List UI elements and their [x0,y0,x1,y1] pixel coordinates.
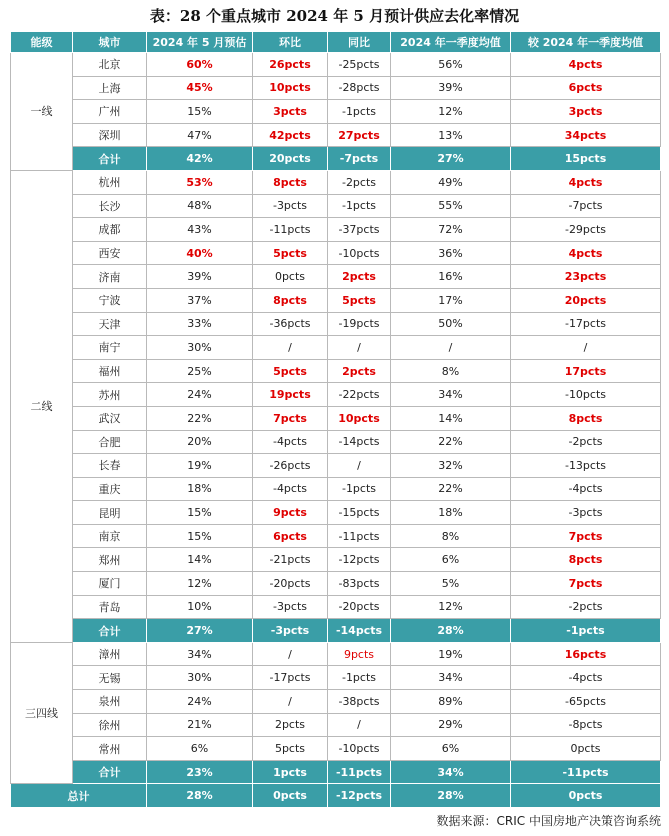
q1-average-cell: 89% [391,690,511,714]
total-may-estimate-cell: 28% [147,784,253,808]
vs-q1-average-cell: -17pcts [511,312,661,336]
table-row [11,477,661,501]
mom-cell: 0pcts [253,265,328,289]
subtotal-yoy-cell: -14pcts [328,619,391,643]
q1-average-cell: / [391,336,511,360]
yoy-cell: -1pcts [328,100,391,124]
table-row [11,288,661,312]
table-row [11,312,661,336]
q1-average-cell: 6% [391,548,511,572]
mom-cell: 42pcts [253,123,328,147]
mom-cell: -3pcts [253,595,328,619]
may-estimate-cell: 53% [147,170,253,194]
yoy-cell: 5pcts [328,288,391,312]
yoy-cell: -14pcts [328,430,391,454]
table-row [11,336,661,360]
yoy-cell: 2pcts [328,265,391,289]
q1-average-cell: 19% [391,642,511,666]
may-estimate-cell: 30% [147,666,253,690]
vs-q1-average-cell: 0pcts [511,737,661,761]
subtotal-mom-cell: 1pcts [253,760,328,784]
q1-average-cell: 55% [391,194,511,218]
yoy-cell: / [328,713,391,737]
may-estimate-cell: 45% [147,76,253,100]
table-row [11,595,661,619]
yoy-cell: -37pcts [328,218,391,242]
q1-average-cell: 8% [391,359,511,383]
city-cell: 宁波 [73,288,147,312]
city-cell: 西安 [73,241,147,265]
vs-q1-average-cell: -65pcts [511,690,661,714]
vs-q1-average-cell: 17pcts [511,359,661,383]
city-cell: 无锡 [73,666,147,690]
table-row [11,359,661,383]
subtotal-q1-average-cell: 28% [391,619,511,643]
may-estimate-cell: 34% [147,642,253,666]
may-estimate-cell: 15% [147,501,253,525]
yoy-cell: 9pcts [328,642,391,666]
subtotal-vs-q1-average-cell: 15pcts [511,147,661,171]
city-cell: 苏州 [73,383,147,407]
table-row [11,666,661,690]
table-body [11,53,661,808]
yoy-cell: 27pcts [328,123,391,147]
city-cell: 成都 [73,218,147,242]
header-tier: 能级 [11,32,73,53]
yoy-cell: 2pcts [328,359,391,383]
mom-cell: -17pcts [253,666,328,690]
city-cell: 郑州 [73,548,147,572]
vs-q1-average-cell: 4pcts [511,53,661,77]
table-row [11,501,661,525]
subtotal-label: 合计 [73,619,147,643]
table-row [11,100,661,124]
subtotal-vs-q1-average-cell: -11pcts [511,760,661,784]
vs-q1-average-cell: / [511,336,661,360]
q1-average-cell: 34% [391,383,511,407]
city-cell: 深圳 [73,123,147,147]
vs-q1-average-cell: 16pcts [511,642,661,666]
subtotal-mom-cell: -3pcts [253,619,328,643]
table-row [11,713,661,737]
data-source-note: 数据来源：CRIC 中国房地产决策咨询系统 [436,814,661,828]
total-vs-q1-average-cell: 0pcts [511,784,661,808]
mom-cell: -21pcts [253,548,328,572]
yoy-cell: -2pcts [328,170,391,194]
mom-cell: / [253,690,328,714]
yoy-cell: -20pcts [328,595,391,619]
table-row [11,454,661,478]
mom-cell: 8pcts [253,288,328,312]
q1-average-cell: 50% [391,312,511,336]
table-row [11,76,661,100]
table-row [11,524,661,548]
city-cell: 广州 [73,100,147,124]
table-row [11,170,661,194]
q1-average-cell: 72% [391,218,511,242]
may-estimate-cell: 30% [147,336,253,360]
table-title: 表：28 个重点城市 2024 年 5 月预计供应去化率情况 [149,7,520,25]
vs-q1-average-cell: -2pcts [511,595,661,619]
mom-cell: -20pcts [253,572,328,596]
mom-cell: -4pcts [253,477,328,501]
mom-cell: 6pcts [253,524,328,548]
header-mom: 环比 [253,32,328,53]
city-cell: 青岛 [73,595,147,619]
table-row [11,430,661,454]
q1-average-cell: 22% [391,430,511,454]
city-cell: 厦门 [73,572,147,596]
vs-q1-average-cell: -3pcts [511,501,661,525]
table-row [11,265,661,289]
mom-cell: / [253,642,328,666]
may-estimate-cell: 14% [147,548,253,572]
table-row [11,218,661,242]
table-row [11,548,661,572]
subtotal-yoy-cell: -11pcts [328,760,391,784]
subtotal-yoy-cell: -7pcts [328,147,391,171]
table-row [11,53,661,77]
city-cell: 长沙 [73,194,147,218]
yoy-cell: / [328,454,391,478]
may-estimate-cell: 37% [147,288,253,312]
mom-cell: 19pcts [253,383,328,407]
yoy-cell: -1pcts [328,666,391,690]
total-yoy-cell: -12pcts [328,784,391,808]
q1-average-cell: 49% [391,170,511,194]
mom-cell: 9pcts [253,501,328,525]
q1-average-cell: 5% [391,572,511,596]
mom-cell: -26pcts [253,454,328,478]
may-estimate-cell: 47% [147,123,253,147]
vs-q1-average-cell: -13pcts [511,454,661,478]
city-cell: 泉州 [73,690,147,714]
may-estimate-cell: 22% [147,406,253,430]
city-cell: 杭州 [73,170,147,194]
city-cell: 重庆 [73,477,147,501]
city-cell: 上海 [73,76,147,100]
table-row [11,690,661,714]
subtotal-may-estimate-cell: 42% [147,147,253,171]
mom-cell: / [253,336,328,360]
subtotal-label: 合计 [73,147,147,171]
table-row [11,194,661,218]
total-row [11,784,661,808]
q1-average-cell: 32% [391,454,511,478]
mom-cell: -36pcts [253,312,328,336]
subtotal-row [11,760,661,784]
may-estimate-cell: 33% [147,312,253,336]
vs-q1-average-cell: 34pcts [511,123,661,147]
vs-q1-average-cell: 8pcts [511,548,661,572]
mom-cell: -11pcts [253,218,328,242]
subtotal-row [11,147,661,171]
vs-q1-average-cell: -10pcts [511,383,661,407]
table-row [11,572,661,596]
q1-average-cell: 13% [391,123,511,147]
header-may-estimate: 2024 年 5 月预估 [147,32,253,53]
yoy-cell: -10pcts [328,737,391,761]
table-row [11,123,661,147]
header-yoy: 同比 [328,32,391,53]
yoy-cell: -19pcts [328,312,391,336]
header-city: 城市 [73,32,147,53]
subtotal-mom-cell: 20pcts [253,147,328,171]
city-cell: 济南 [73,265,147,289]
q1-average-cell: 56% [391,53,511,77]
vs-q1-average-cell: -7pcts [511,194,661,218]
q1-average-cell: 18% [391,501,511,525]
q1-average-cell: 29% [391,713,511,737]
yoy-cell: -83pcts [328,572,391,596]
q1-average-cell: 8% [391,524,511,548]
total-q1-average-cell: 28% [391,784,511,808]
table-row [11,737,661,761]
yoy-cell: -11pcts [328,524,391,548]
vs-q1-average-cell: 6pcts [511,76,661,100]
city-cell: 昆明 [73,501,147,525]
may-estimate-cell: 19% [147,454,253,478]
absorption-rate-table [10,31,661,808]
q1-average-cell: 14% [391,406,511,430]
city-cell: 武汉 [73,406,147,430]
mom-cell: 10pcts [253,76,328,100]
tier-cell: 二线 [11,170,73,642]
city-cell: 福州 [73,359,147,383]
mom-cell: 5pcts [253,359,328,383]
mom-cell: 8pcts [253,170,328,194]
table-row [11,241,661,265]
may-estimate-cell: 18% [147,477,253,501]
yoy-cell: -1pcts [328,194,391,218]
yoy-cell: / [328,336,391,360]
mom-cell: 2pcts [253,713,328,737]
mom-cell: -4pcts [253,430,328,454]
q1-average-cell: 6% [391,737,511,761]
tier-cell: 三四线 [11,642,73,784]
vs-q1-average-cell: 7pcts [511,524,661,548]
city-cell: 南京 [73,524,147,548]
q1-average-cell: 34% [391,666,511,690]
yoy-cell: -1pcts [328,477,391,501]
vs-q1-average-cell: -8pcts [511,713,661,737]
subtotal-may-estimate-cell: 27% [147,619,253,643]
vs-q1-average-cell: -2pcts [511,430,661,454]
header-q1-average: 2024 年一季度均值 [391,32,511,53]
subtotal-row [11,619,661,643]
yoy-cell: -25pcts [328,53,391,77]
table-row [11,383,661,407]
may-estimate-cell: 43% [147,218,253,242]
mom-cell: 7pcts [253,406,328,430]
vs-q1-average-cell: 7pcts [511,572,661,596]
q1-average-cell: 16% [391,265,511,289]
total-mom-cell: 0pcts [253,784,328,808]
mom-cell: 3pcts [253,100,328,124]
city-cell: 天津 [73,312,147,336]
may-estimate-cell: 15% [147,524,253,548]
q1-average-cell: 22% [391,477,511,501]
yoy-cell: -10pcts [328,241,391,265]
vs-q1-average-cell: -29pcts [511,218,661,242]
may-estimate-cell: 24% [147,690,253,714]
header-vs-q1-average: 较 2024 年一季度均值 [511,32,661,53]
q1-average-cell: 39% [391,76,511,100]
total-label: 总计 [11,784,147,808]
subtotal-q1-average-cell: 34% [391,760,511,784]
q1-average-cell: 36% [391,241,511,265]
mom-cell: -3pcts [253,194,328,218]
table-row [11,406,661,430]
vs-q1-average-cell: 3pcts [511,100,661,124]
yoy-cell: 10pcts [328,406,391,430]
mom-cell: 5pcts [253,241,328,265]
vs-q1-average-cell: 23pcts [511,265,661,289]
q1-average-cell: 17% [391,288,511,312]
city-cell: 常州 [73,737,147,761]
city-cell: 北京 [73,53,147,77]
tier-cell: 一线 [11,53,73,171]
yoy-cell: -12pcts [328,548,391,572]
may-estimate-cell: 20% [147,430,253,454]
vs-q1-average-cell: -4pcts [511,666,661,690]
mom-cell: 5pcts [253,737,328,761]
table-row [11,642,661,666]
q1-average-cell: 12% [391,100,511,124]
may-estimate-cell: 24% [147,383,253,407]
yoy-cell: -38pcts [328,690,391,714]
vs-q1-average-cell: 4pcts [511,241,661,265]
vs-q1-average-cell: -4pcts [511,477,661,501]
yoy-cell: -15pcts [328,501,391,525]
vs-q1-average-cell: 4pcts [511,170,661,194]
vs-q1-average-cell: 8pcts [511,406,661,430]
may-estimate-cell: 6% [147,737,253,761]
subtotal-label: 合计 [73,760,147,784]
may-estimate-cell: 40% [147,241,253,265]
header-row [11,32,661,53]
may-estimate-cell: 48% [147,194,253,218]
city-cell: 南宁 [73,336,147,360]
subtotal-q1-average-cell: 27% [391,147,511,171]
city-cell: 徐州 [73,713,147,737]
subtotal-may-estimate-cell: 23% [147,760,253,784]
may-estimate-cell: 25% [147,359,253,383]
q1-average-cell: 12% [391,595,511,619]
city-cell: 长春 [73,454,147,478]
yoy-cell: -22pcts [328,383,391,407]
may-estimate-cell: 12% [147,572,253,596]
mom-cell: 26pcts [253,53,328,77]
may-estimate-cell: 10% [147,595,253,619]
may-estimate-cell: 21% [147,713,253,737]
city-cell: 合肥 [73,430,147,454]
may-estimate-cell: 15% [147,100,253,124]
vs-q1-average-cell: 20pcts [511,288,661,312]
yoy-cell: -28pcts [328,76,391,100]
subtotal-vs-q1-average-cell: -1pcts [511,619,661,643]
may-estimate-cell: 39% [147,265,253,289]
city-cell: 漳州 [73,642,147,666]
may-estimate-cell: 60% [147,53,253,77]
